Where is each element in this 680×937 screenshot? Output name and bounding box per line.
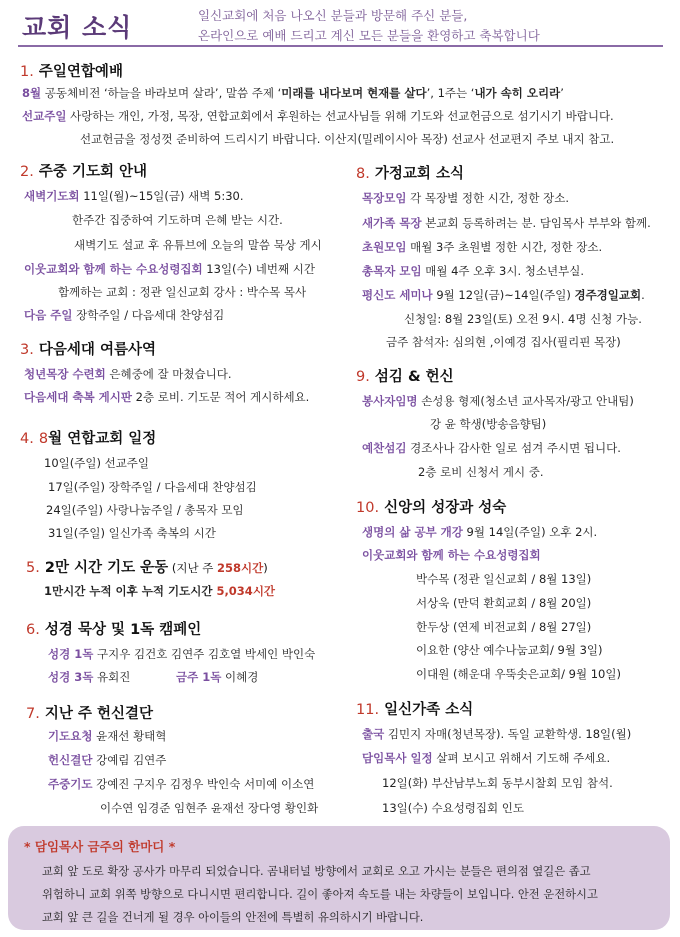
section-9-heading: 9. 섬김 & 헌신 — [356, 369, 454, 385]
s9-line-3: 예찬섬김 경조사나 감사한 일로 섬겨 주시면 됩니다. — [362, 441, 621, 455]
s8-line-7: 금주 참석자: 심의현 ,이예경 집사(필리핀 목장) — [386, 335, 621, 349]
s4-item: 24일(주일) 사랑나눔주일 / 총목자 모임 — [46, 503, 244, 517]
s10-item: 서상욱 (만덕 환희교회 / 8월 20일) — [416, 596, 592, 610]
s11-line-4: 13일(수) 수요성령집회 인도 — [382, 801, 525, 815]
s1-line-3: 선교헌금을 정성껏 준비하여 드리시기 바랍니다. 이산지(밀레이시아 목장) 선교사 선교편지 주보 내지 참고. — [80, 132, 615, 146]
s3-line-2: 다음세대 축복 게시판 2층 로비. 기도문 적어 게시하세요. — [24, 390, 310, 404]
s10-item: 한두상 (연제 비전교회 / 8월 27일) — [416, 620, 592, 634]
page-title: 교회 소식 — [22, 13, 133, 42]
section-7-heading: 7. 지난 주 헌신결단 — [26, 706, 154, 722]
s11-line-2: 담임목사 일정 살펴 보시고 위해서 기도해 주세요. — [362, 751, 611, 765]
section-number: 1. — [20, 64, 34, 80]
s10-item: 이대원 (해운대 우뚝솟은교회/ 9월 10일) — [416, 667, 621, 681]
s9-line-1: 봉사자임명 손성용 형제(청소년 교사목자/광고 안내팀) — [362, 394, 634, 408]
s8-line-4: 총목자 모임 매월 4주 오후 3시. 청소년부실. — [362, 264, 584, 278]
s8-line-2: 새가족 목장 본교회 등록하려는 분. 담임목사 부부와 함께. — [362, 216, 651, 230]
section-2-heading: 2. 주중 기도회 안내 — [20, 164, 148, 180]
welcome-message-line-1: 일신교회에 처음 나오신 분들과 방문해 주신 분들, — [198, 8, 468, 23]
welcome-message-line-2: 온라인으로 예배 드리고 계신 모든 분들을 환영하고 축복합니다 — [198, 28, 540, 43]
s2-line-2: 한주간 집중하여 기도하며 은혜 받는 시간. — [72, 213, 283, 227]
s7-line-2: 헌신결단 강예림 김연주 — [48, 753, 167, 767]
s3-line-1: 청년목장 수련회 은혜중에 잘 마쳤습니다. — [24, 367, 232, 381]
pastor-notice-line: 교회 앞 큰 길을 건너게 될 경우 아이들의 안전에 특별히 유의하시기 바랍니다. — [42, 911, 424, 924]
s10-item: 박수목 (정관 일신교회 / 8월 13일) — [416, 572, 592, 586]
section-3-heading: 3. 다음세대 여름사역 — [20, 342, 157, 358]
s10-line-2: 이웃교회와 함께 하는 수요성령집회 — [362, 548, 541, 562]
s2-line-4: 이웃교회와 함께 하는 수요성령집회 13일(수) 네번째 시간 — [24, 262, 315, 276]
s2-line-1: 새벽기도회 11일(월)~15일(금) 새벽 5:30. — [24, 189, 244, 203]
s11-line-1: 출국 김민지 자매(청년목장). 독일 교환학생. 18일(월) — [362, 727, 632, 741]
section-11-heading: 11. 일신가족 소식 — [356, 702, 474, 718]
s9-line-2: 강 윤 학생(방송음향팀) — [430, 417, 547, 431]
section-8-heading: 8. 가정교회 소식 — [356, 166, 464, 182]
pastor-notice-line: 위험하니 교회 위쪽 방향으로 다니시면 편리합니다. 길이 좋아져 속도를 내는 차량들이 보입니다. 안전 운전하시고 — [42, 888, 598, 901]
section-title: 주일연합예배 — [38, 64, 123, 80]
s4-item: 31일(주일) 일신가족 축복의 시간 — [48, 526, 216, 540]
s7-line-1: 기도요청 윤재선 황태혁 — [48, 729, 167, 743]
s4-item: 17일(주일) 장학주일 / 다음세대 찬양섬김 — [48, 480, 257, 494]
section-1-heading — [20, 60, 123, 81]
s6-line-2a: 성경 3독 유회진 — [48, 670, 131, 684]
s11-line-3: 12일(화) 부산남부노회 동부시찰회 모임 참석. — [382, 776, 613, 790]
s7-line-4: 이수연 임경준 임현주 윤재선 장다영 황인화 — [100, 801, 319, 815]
s8-line-1: 목장모임 각 목장별 정한 시간, 정한 장소. — [362, 191, 569, 205]
s1-line-2: 선교주일 사랑하는 개인, 가정, 목장, 연합교회에서 후원하는 선교사님들 위해 기도와 선교헌금으로 섬기시기 바랍니다. — [22, 109, 614, 123]
s2-line-3: 새벽기도 설교 후 유튜브에 오늘의 말씀 묵상 게시 — [74, 238, 322, 252]
s2-line-6: 다음 주일 장학주일 / 다음세대 찬양섬김 — [24, 308, 225, 322]
s10-item: 이요한 (양산 예수나눔교회/ 9월 3일) — [416, 643, 603, 657]
s8-line-6: 신청일: 8월 23일(토) 오전 9시. 4명 신청 가능. — [404, 312, 642, 326]
pastor-notice-line: 교회 앞 도로 확장 공사가 마무리 되었습니다. 곰내터널 방향에서 교회로 오고 가시는 분들은 편의점 옆길은 좁고 — [42, 865, 591, 878]
s9-line-4: 2층 로비 신청서 게시 중. — [418, 465, 544, 479]
s2-line-5: 함께하는 교회 : 정관 일신교회 강사 : 박수목 목사 — [58, 285, 307, 299]
s4-item: 10일(주일) 선교주일 — [44, 456, 150, 470]
s8-line-3: 초원모임 매월 3주 초원별 정한 시간, 정한 장소. — [362, 240, 603, 254]
s6-line-2b: 금주 1독 이혜경 — [176, 670, 259, 684]
pastor-notice-title: * 담임목사 금주의 한마디 * — [24, 839, 176, 854]
header-divider — [18, 45, 663, 47]
s5-line-1: 1만시간 누적 이후 누적 기도시간 5,034시간 — [44, 584, 276, 598]
s6-line-1: 성경 1독 구지우 김건호 김연주 김호열 박세인 박인숙 — [48, 647, 316, 661]
s1-line-1: 8월 공동체비전 ‘하늘을 바라보며 살라’, 말씀 주제 ‘미래를 내다보며 현재를 살다’, 1주는 ‘내가 속히 오리라’ — [22, 86, 564, 100]
section-10-heading: 10. 신앙의 성장과 성숙 — [356, 500, 507, 516]
section-4-heading: 4. 8월 연합교회 일정 — [20, 431, 157, 447]
s10-line-1: 생명의 삶 공부 개강 9월 14일(주일) 오후 2시. — [362, 525, 598, 539]
section-5-heading: 5. 2만 시간 기도 운동 (지난 주 258시간) — [26, 560, 268, 576]
section-6-heading: 6. 성경 묵상 및 1독 캠페인 — [26, 622, 202, 638]
s8-line-5: 평신도 세미나 9월 12일(금)~14일(주일) 경주경일교회. — [362, 288, 645, 302]
s7-line-3: 주중기도 강예진 구지우 김정우 박인숙 서미예 이소연 — [48, 777, 315, 791]
